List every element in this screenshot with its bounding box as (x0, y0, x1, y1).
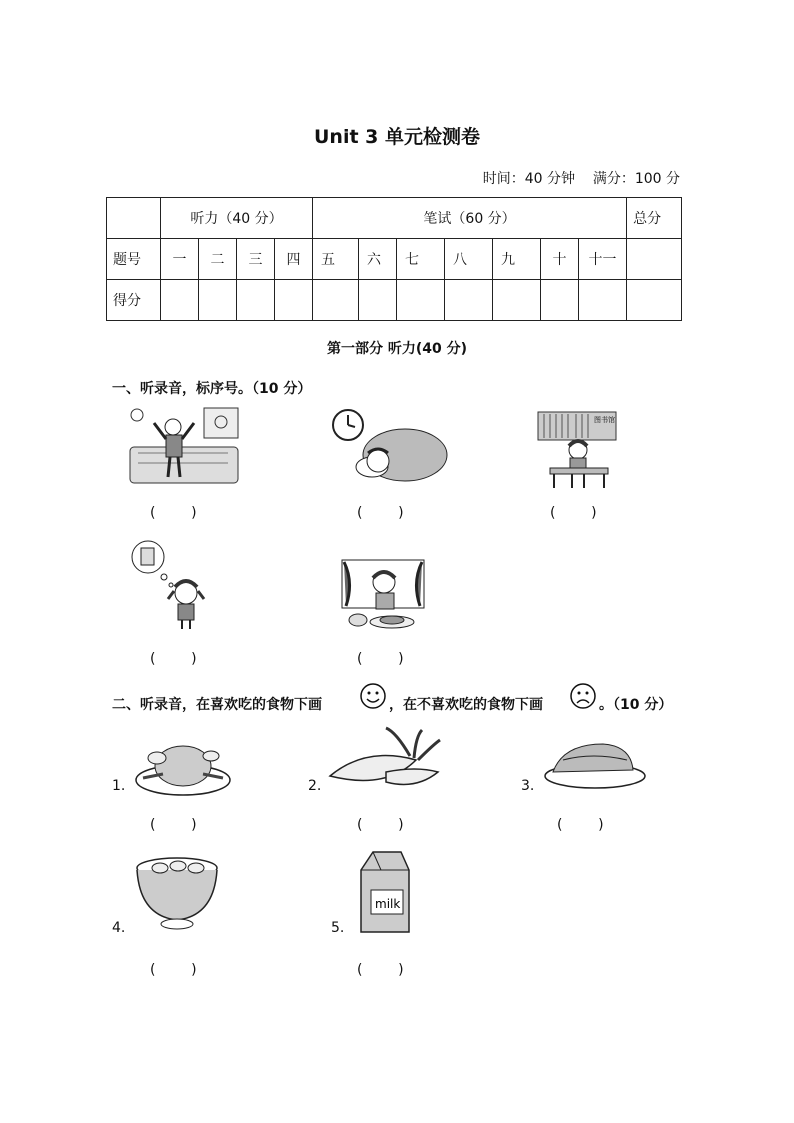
question-number: 三 (237, 239, 275, 280)
score-cell[interactable] (275, 280, 313, 321)
answer-blank[interactable]: ( ) (357, 962, 404, 978)
answer-blank[interactable]: ( ) (357, 651, 404, 667)
total-number-cell (627, 239, 682, 280)
question-number: 七 (397, 239, 445, 280)
section-two-suffix: 。（10 分） (599, 697, 673, 713)
answer-blank[interactable]: ( ) (357, 817, 404, 833)
listening-header: 听力（40 分） (161, 198, 313, 239)
score-cell[interactable] (397, 280, 445, 321)
cake-on-plate-image (543, 738, 647, 790)
eating-scene-image (340, 558, 426, 632)
part-one-heading: 第一部分 听力(40 分) (326, 341, 468, 357)
question-number: 一 (161, 239, 199, 280)
section-two-middle: ，在不喜欢吃的食物下画 (389, 697, 543, 713)
answer-blank[interactable]: ( ) (150, 505, 197, 521)
question-number: 四 (275, 239, 313, 280)
total-header: 总分 (627, 198, 682, 239)
score-cell[interactable] (199, 280, 237, 321)
answer-blank[interactable]: ( ) (150, 817, 197, 833)
page-title: Unit 3 单元检测卷 (314, 126, 480, 148)
section-one-heading: 一、听录音，标序号。（10 分） (112, 381, 312, 397)
row-label-score: 得分 (107, 280, 161, 321)
question-number: 十 (541, 239, 579, 280)
wake-up-scene-image (128, 405, 241, 487)
answer-blank[interactable]: ( ) (557, 817, 604, 833)
food-number: 3. (521, 778, 535, 794)
row-label-number: 题号 (107, 239, 161, 280)
table-corner (107, 198, 161, 239)
answer-blank[interactable]: ( ) (357, 505, 404, 521)
food-number: 4. (112, 920, 126, 936)
food-number: 2. (308, 778, 322, 794)
smiley-face-icon (359, 682, 387, 710)
score-cell[interactable] (161, 280, 199, 321)
carrots-image (326, 726, 442, 796)
dumplings-bowl-image (134, 854, 220, 932)
roast-chicken-image (133, 728, 233, 800)
question-number: 八 (445, 239, 493, 280)
question-number: 五 (313, 239, 359, 280)
question-number: 九 (493, 239, 541, 280)
score-cell[interactable] (313, 280, 359, 321)
question-number: 六 (359, 239, 397, 280)
score-cell[interactable] (579, 280, 627, 321)
score-cell[interactable] (445, 280, 493, 321)
sad-face-icon (569, 682, 597, 710)
total-score-cell[interactable] (627, 280, 682, 321)
score-cell[interactable] (359, 280, 397, 321)
food-number: 5. (331, 920, 345, 936)
library-sign: 图书馆 (594, 416, 615, 424)
milk-carton-image (353, 850, 411, 934)
question-number: 二 (199, 239, 237, 280)
answer-blank[interactable]: ( ) (150, 651, 197, 667)
section-two-prefix: 二、听录音，在喜欢吃的食物下画 (112, 697, 322, 713)
answer-blank[interactable]: ( ) (550, 505, 597, 521)
food-number: 1. (112, 778, 126, 794)
sleeping-scene-image (330, 405, 448, 487)
thinking-of-drink-scene-image (128, 535, 223, 630)
score-cell[interactable] (237, 280, 275, 321)
score-cell[interactable] (541, 280, 579, 321)
writing-header: 笔试（60 分） (313, 198, 627, 239)
question-number: 十一 (579, 239, 627, 280)
milk-label: milk (375, 897, 401, 911)
exam-meta: 时间：40 分钟 满分：100 分 (482, 171, 680, 187)
library-reading-scene-image (536, 410, 618, 490)
score-table (106, 197, 682, 321)
score-cell[interactable] (493, 280, 541, 321)
answer-blank[interactable]: ( ) (150, 962, 197, 978)
